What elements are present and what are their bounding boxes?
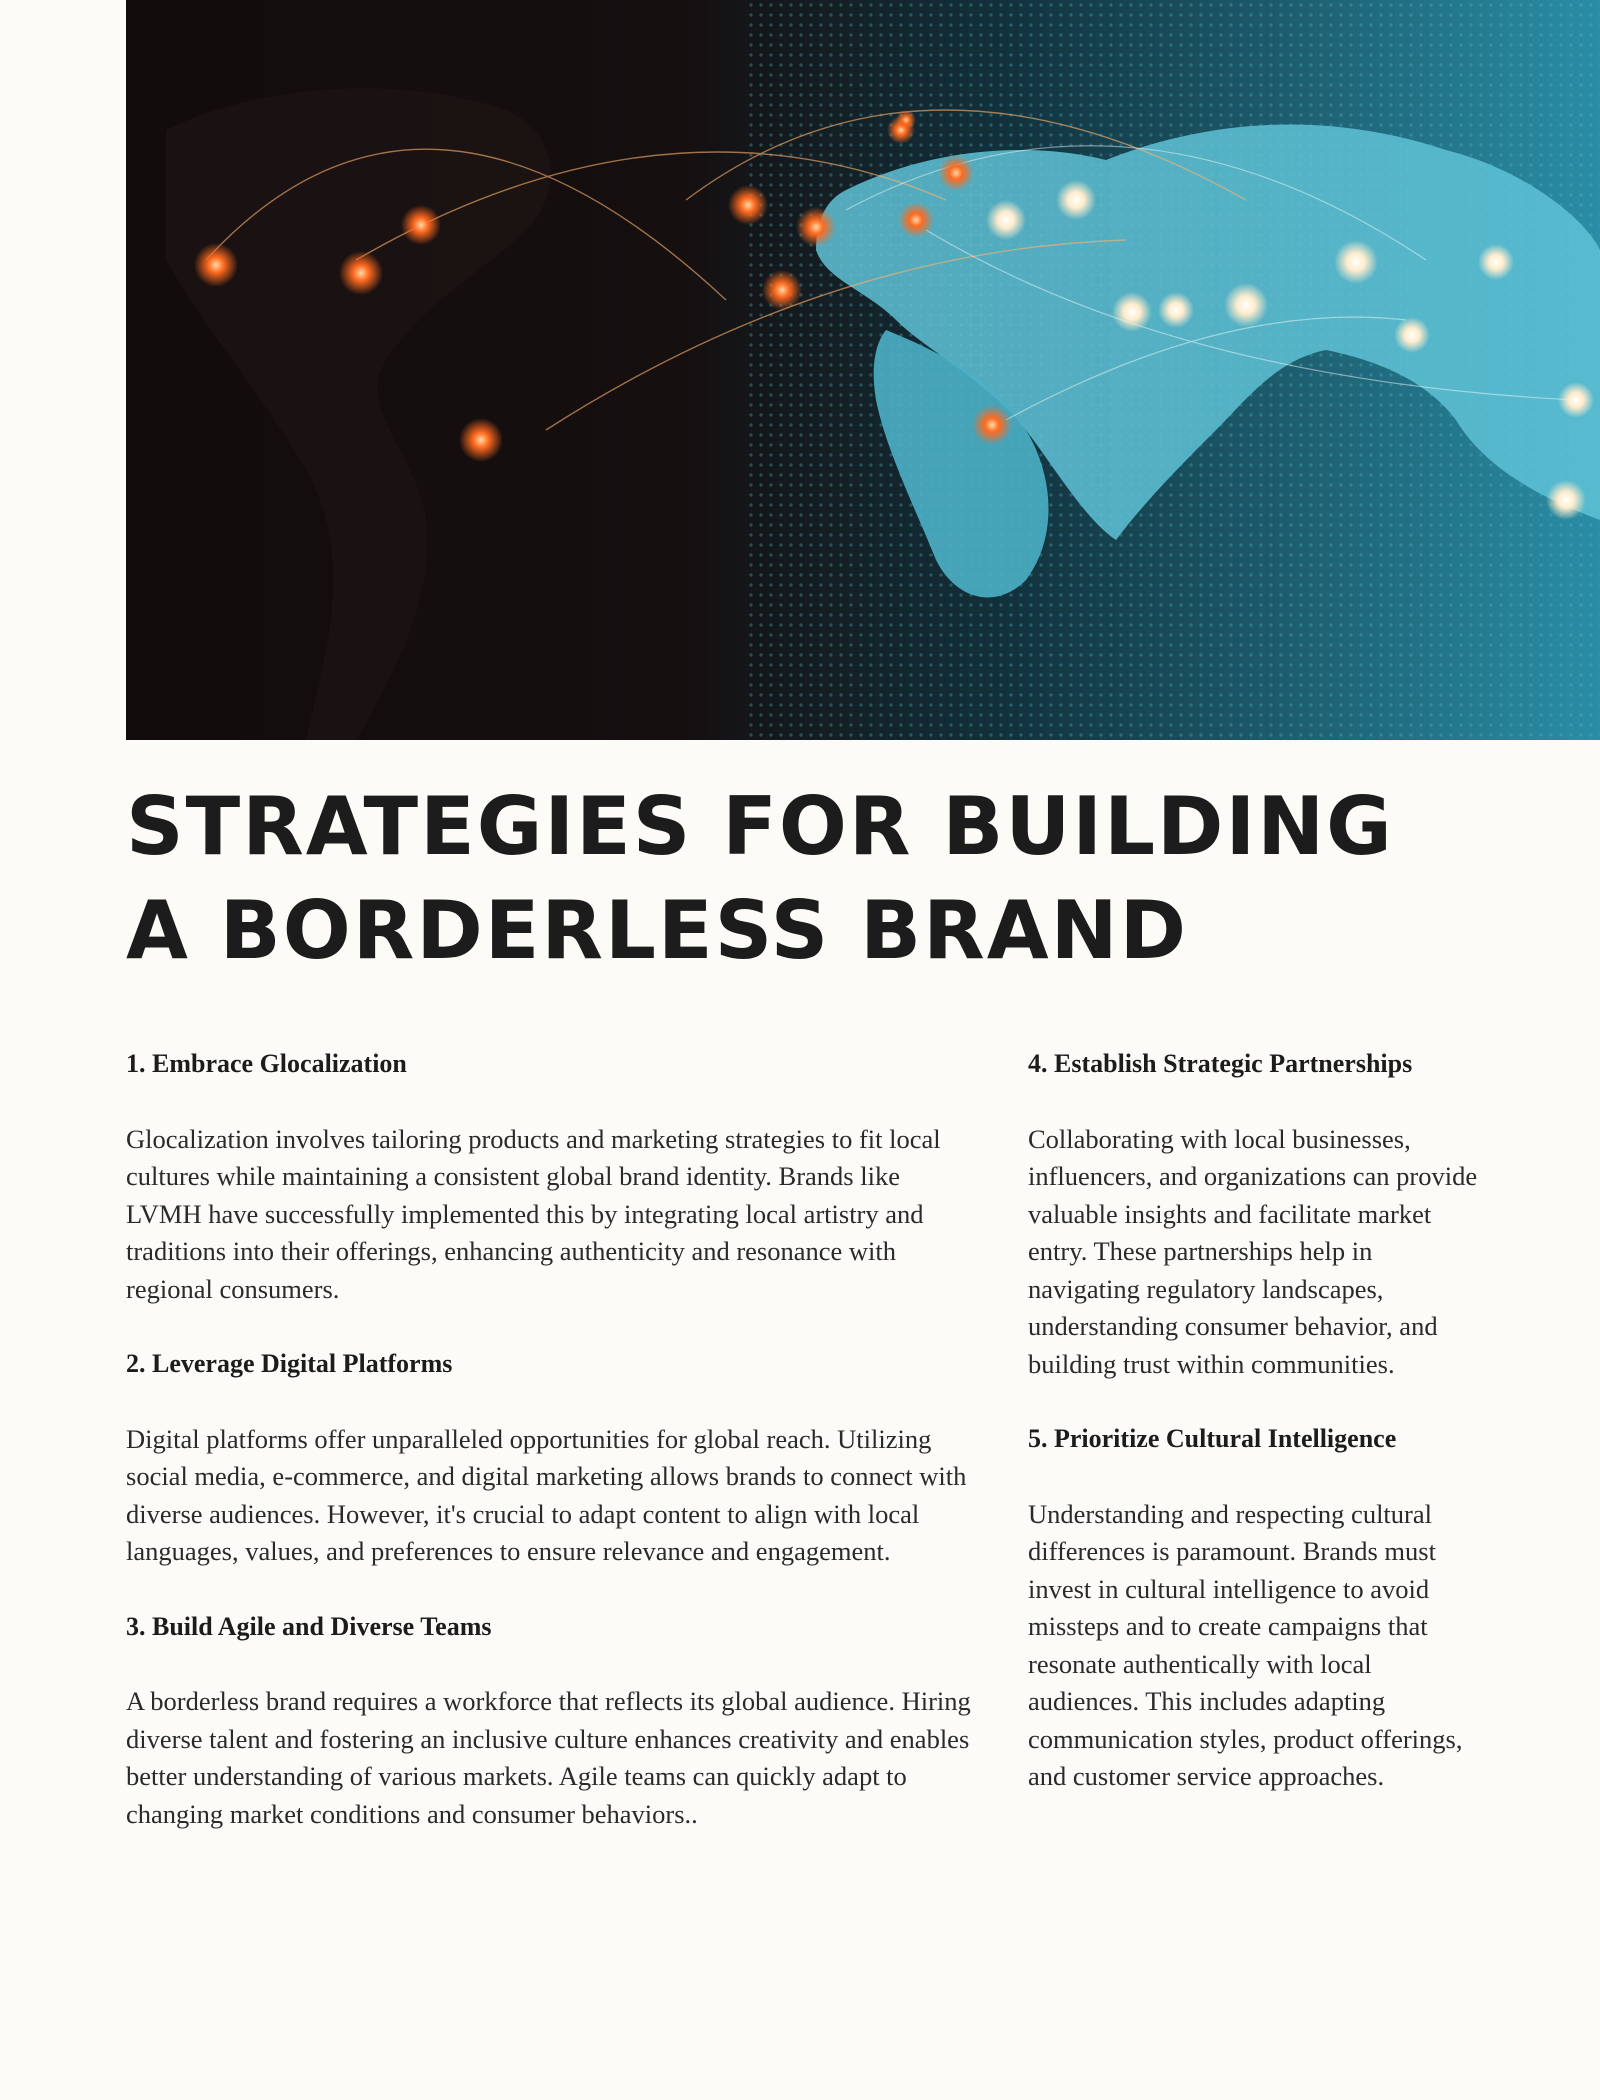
section-body: Glocalization involves tailoring products and marketing strategies to fit local cultures while maintaining a consistent global brand identity. Brands like LVMH have successfully implemented this by integrating local artistry and traditions into their offerings, enhancing authenticity and resonance with regional consumers. [126,1123,941,1304]
page-title [126,775,1426,983]
section-heading: 5. Prioritize Cultural Intelligence [1028,1424,1397,1453]
section-heading: 2. Leverage Digital Platforms [126,1349,453,1378]
section-build-agile-teams [126,1608,976,1834]
section-body: A borderless brand requires a workforce that reflects its global audience. Hiring diverse talent and fostering an inclusive culture enhances creativity and enables better understanding of various markets. Agile teams can quickly adapt to changing market conditions and consumer behaviors.. [126,1686,971,1829]
section-body: Understanding and respecting cultural differences is paramount. Brands must invest in cultural intelligence to avoid missteps and to create campaigns that resonate authentically with local audiences. This includes adapting communication styles, product offerings, and customer service approaches. [1028,1498,1463,1791]
right-column [1028,1045,1488,1833]
hero-world-map-image [126,0,1600,740]
section-heading: 4. Establish Strategic Partnerships [1028,1049,1413,1078]
section-leverage-digital-platforms [126,1345,976,1571]
section-strategic-partnerships [1028,1045,1488,1383]
section-body: Digital platforms offer unparalleled opportunities for global reach. Utilizing social media, e-commerce, and digital marketing allows brands to connect with diverse audiences. However, it's crucial to adapt content to align with local languages, values, and preferences to ensure relevance and engagement. [126,1423,967,1566]
title-line-1: STRATEGIES FOR BUILDING [126,780,1394,873]
left-column [126,1045,976,1870]
world-map-graphic [126,0,1600,740]
section-heading: 3. Build Agile and Diverse Teams [126,1611,492,1641]
title-line-2: A BORDERLESS BRAND [126,884,1188,977]
section-embrace-glocalization [126,1045,976,1308]
section-body: Collaborating with local businesses, influencers, and organizations can provide valuable insights and facilitate market entry. These partnerships help in navigating regulatory landscapes, understanding consumer behavior, and building trust within communities. [1028,1123,1478,1379]
section-cultural-intelligence [1028,1420,1488,1796]
section-heading: 1. Embrace Glocalization [126,1049,407,1078]
